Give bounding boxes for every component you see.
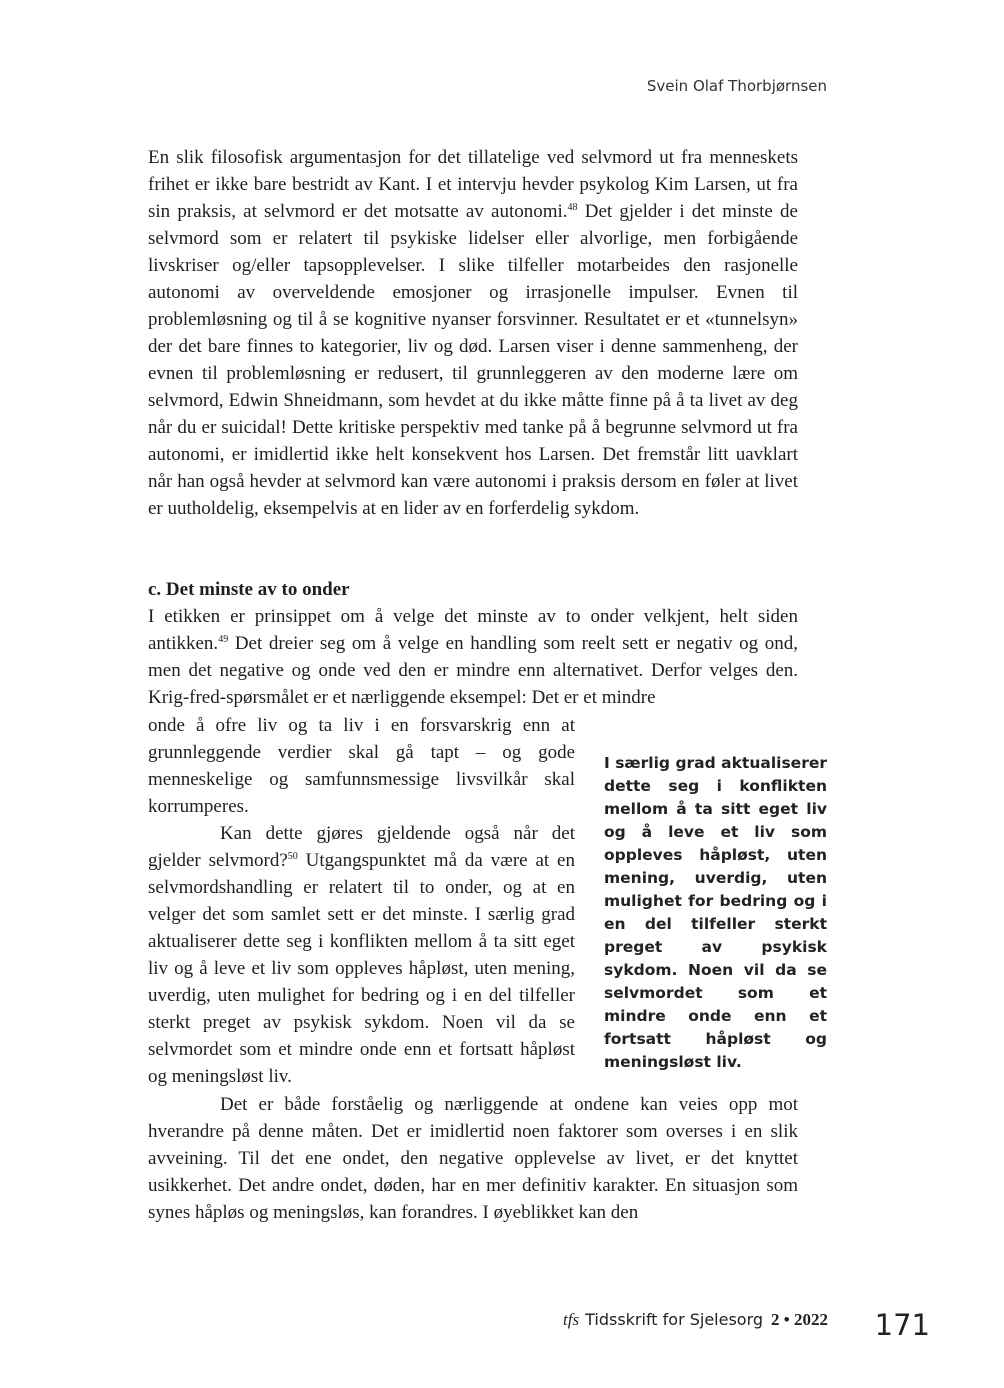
- footnote-ref-48[interactable]: 48: [567, 202, 578, 213]
- footnote-ref-50[interactable]: 50: [287, 851, 298, 862]
- paragraph-text: I etikken er prinsippet om å velge det minste av to onder velkjent, helt siden antikken.: [148, 606, 798, 654]
- paragraph-text: Kan dette gjøres gjeldende også når det gjelder selvmord?: [148, 823, 575, 871]
- running-footer: [563, 1310, 828, 1330]
- running-header-author: Svein Olaf Thorbjørnsen: [646, 77, 827, 95]
- journal-abbreviation: tfs: [563, 1310, 580, 1329]
- left-column: [148, 712, 575, 1090]
- body-paragraph-2: [148, 603, 798, 711]
- pull-quote: I særlig grad aktualiserer dette seg i konflikten mellom å ta sitt eget liv og å leve et liv som oppleves håpløst, uten mening, uverdig, uten mulighet for bedring og i en del tilfeller sterkt preget av psykisk sykdom. Noen vil da se selvmordet som et mindre onde enn et fortsatt håpløst og meningsløst liv.: [604, 754, 827, 1071]
- page-number: 171: [874, 1308, 930, 1342]
- paragraph-text: Utgangspunktet må da være at en selvmordshandling er relatert til to onder, og at en velger det som samlet sett er det minste. I særlig grad aktualiserer dette seg i konflikten mellom å ta sitt eget liv og å leve et liv som oppleves håpløst, uten mening, uverdig, uten mulighet for bedring og i en del tilfeller sterkt preget av psykisk sykdom. Noen vil da se selvmordet som et mindre onde enn et fortsatt håpløst og meningsløst liv.: [148, 850, 575, 1087]
- paragraph-text: Det gjelder i det minste de selvmord som er relatert til psykiske lidelser eller alvorlige, men forbigående livskriser og/eller tapsopplevelser. I slike tilfeller motarbeides den rasjonelle autonomi av overveldende emosjoner og irrasjonelle impulser. Evnen til problemløsning og til å se kognitive nyanser forsvinner. Resultatet er et «tunnelsyn» der det bare finnes to kategorier, liv og død. Larsen viser i denne sammenheng, der evnen til problemløsning er redusert, til grunnleggeren av den moderne lære om selvmord, Edwin Shneidmann, som hevdet at du ikke måtte finne på å ta livet av deg når du er suicidal! Dette kritiske perspektiv med tanke på å begrunne selvmord ut fra autonomi, er imidlertid ikke helt konsekvent hos Larsen. Det fremstår litt uavklart når han også hevder at selvmord kan være autonomi i praksis dersom en føler at livet er uutholdelig, eksempelvis at en lider av en forferdelig sykdom.: [148, 201, 798, 519]
- paragraph-text: En slik filosofisk argumentasjon for det tillatelige ved selvmord ut fra menneskets frihet er ikke bare bestridt av Kant. I et intervju hevder psykolog Kim Larsen, ut fra sin praksis, at selvmord er det motsatte av autonomi.: [148, 147, 798, 222]
- body-paragraph-2-continued: onde å ofre liv og ta liv i en forsvarskrig enn at grunnleggende verdier skal gå tapt – og gode menneskelige og samfunnsmessige livsvilkår skal korrumperes.: [148, 715, 575, 817]
- body-paragraph-4: Det er både forståelig og nærliggende at ondene kan veies opp mot hverandre på denne måten. Det er imidlertid noen faktorer som overses i en slik avveining. Til det ene ondet, den negative opplevelse av livet, er det knyttet usikkerhet. Det andre ondet, døden, har en mer definitiv karakter. En situasjon som synes håpløs og meningsløs, kan forandres. I øyeblikket kan den: [148, 1094, 798, 1223]
- journal-issue: 2 • 2022: [771, 1310, 828, 1329]
- body-paragraph-1: [148, 144, 798, 522]
- section-heading: c. Det minste av to onder: [148, 579, 350, 600]
- journal-name: Tidsskrift for Sjelesorg: [585, 1310, 764, 1329]
- footnote-ref-49[interactable]: 49: [218, 634, 229, 645]
- paragraph-text: Det dreier seg om å velge en handling som reelt sett er negativ og ond, men det negative og onde ved den er mindre enn alternativet. Derfor velges den. Krig-fred-spørsmålet er et nærliggende eksempel: Det er et mindre: [148, 633, 798, 708]
- body-paragraph-3: [148, 820, 575, 1090]
